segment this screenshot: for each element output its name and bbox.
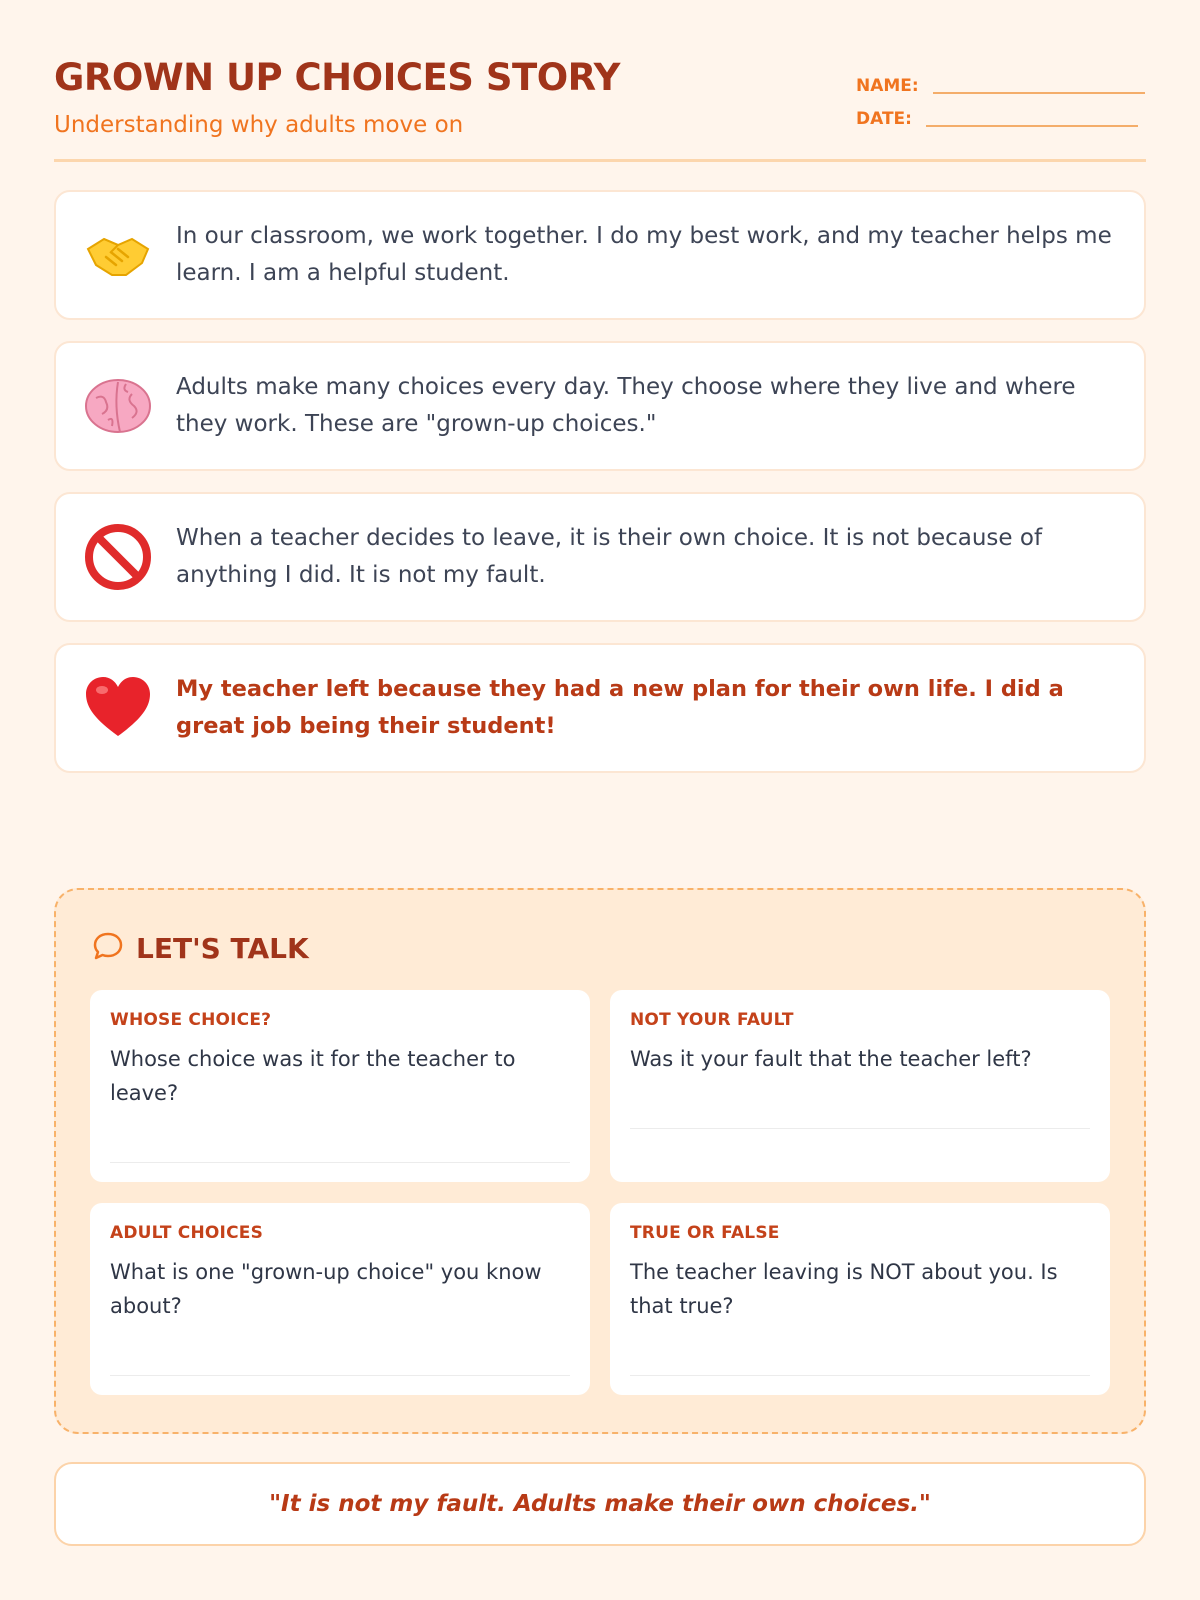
story-card <box>54 341 1146 471</box>
lets-talk-section <box>54 888 1146 1434</box>
page-title: GROWN UP CHOICES STORY <box>54 56 620 99</box>
affirmation-box <box>54 1462 1146 1546</box>
lets-talk-heading <box>92 930 309 966</box>
name-field[interactable] <box>856 76 1145 96</box>
answer-line[interactable] <box>110 1375 570 1376</box>
answer-line[interactable] <box>630 1375 1090 1376</box>
story-card <box>54 643 1146 773</box>
date-label: DATE: <box>856 109 912 129</box>
story-text: In our classroom, we work together. I do my best work, and my teacher helps me learn. I am a helpful student. <box>176 223 1112 286</box>
speech-bubble-icon <box>92 930 124 966</box>
affirmation-quote: "It is not my fault. Adults make their own choices." <box>269 1491 931 1517</box>
question-label: ADULT CHOICES <box>110 1223 264 1243</box>
question-card <box>90 990 590 1182</box>
name-label: NAME: <box>856 76 919 96</box>
story-text: Adults make many choices every day. They choose where they live and where they work. These are "grown-up choices." <box>176 374 1076 437</box>
answer-line[interactable] <box>110 1162 570 1163</box>
prohibited-icon <box>82 521 154 593</box>
question-text: What is one "grown-up choice" you know about? <box>110 1260 542 1318</box>
question-text: Whose choice was it for the teacher to leave? <box>110 1047 516 1105</box>
brain-icon <box>82 370 154 442</box>
worksheet-header <box>54 56 1146 162</box>
question-text: The teacher leaving is NOT about you. Is that true? <box>630 1260 1058 1318</box>
question-card <box>90 1203 590 1395</box>
story-cards <box>54 190 1146 794</box>
story-text-highlight: My teacher left because they had a new plan for their own life. I did a great job being their student! <box>176 676 1064 739</box>
date-line[interactable] <box>926 125 1138 127</box>
date-field[interactable] <box>856 109 1138 129</box>
question-label: NOT YOUR FAULT <box>630 1010 794 1030</box>
question-label: TRUE OR FALSE <box>630 1223 780 1243</box>
story-card <box>54 190 1146 320</box>
story-text: When a teacher decides to leave, it is their own choice. It is not because of anything I did. It is not my fault. <box>176 525 1043 588</box>
handshake-icon <box>82 219 154 291</box>
heart-icon <box>82 672 154 744</box>
page-subtitle: Understanding why adults move on <box>54 112 464 138</box>
lets-talk-title: LET'S TALK <box>136 931 309 965</box>
question-card <box>610 1203 1110 1395</box>
question-card <box>610 990 1110 1182</box>
question-label: WHOSE CHOICE? <box>110 1010 272 1030</box>
answer-line[interactable] <box>630 1128 1090 1129</box>
name-line[interactable] <box>933 92 1145 94</box>
story-card <box>54 492 1146 622</box>
question-text: Was it your fault that the teacher left? <box>630 1047 1032 1071</box>
